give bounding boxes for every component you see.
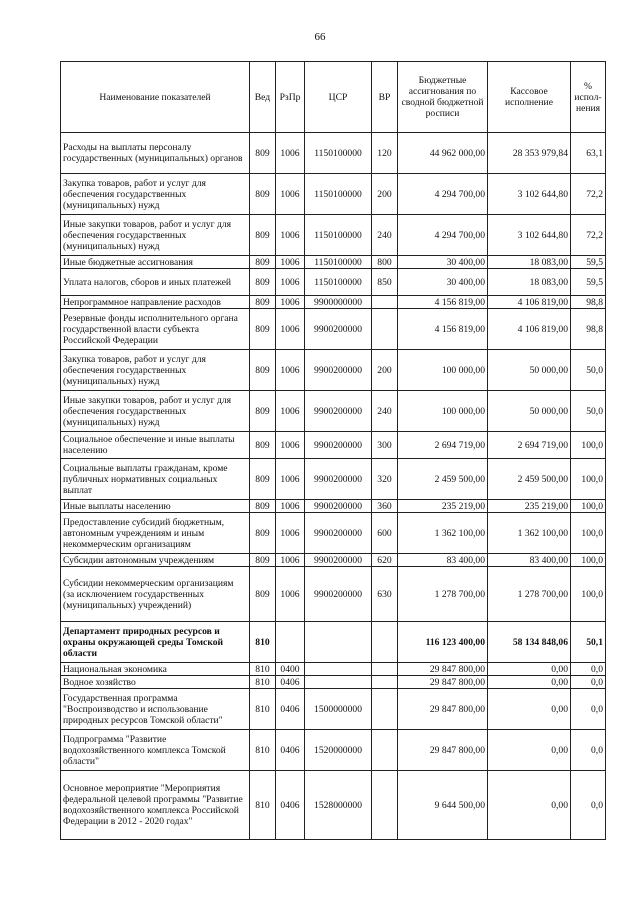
cell-ved: 809 xyxy=(250,554,276,567)
table-row xyxy=(61,567,606,622)
cell-csr: 1520000000 xyxy=(305,730,372,771)
cell-rzpr: 1006 xyxy=(276,296,305,309)
cell-vr: 200 xyxy=(372,350,398,391)
cell-vr: 300 xyxy=(372,432,398,459)
cell-vr: 620 xyxy=(372,554,398,567)
cell-vr: 240 xyxy=(372,215,398,256)
cell-pct: 0,0 xyxy=(571,730,606,771)
cell-assign: 29 847 800,00 xyxy=(398,676,488,689)
cell-vr: 800 xyxy=(372,256,398,269)
cell-rzpr xyxy=(276,622,305,663)
cell-cash: 0,00 xyxy=(488,730,571,771)
cell-ved: 809 xyxy=(250,256,276,269)
cell-pct: 100,0 xyxy=(571,500,606,513)
cell-assign: 30 400,00 xyxy=(398,256,488,269)
cell-ved: 810 xyxy=(250,663,276,676)
cell-csr: 1150100000 xyxy=(305,174,372,215)
cell-vr: 360 xyxy=(372,500,398,513)
cell-csr xyxy=(305,622,372,663)
cell-cash: 1 362 100,00 xyxy=(488,513,571,554)
cell-rzpr: 1006 xyxy=(276,567,305,622)
table-row xyxy=(61,215,606,256)
cell-pct: 98,8 xyxy=(571,309,606,350)
cell-name: Субсидии некоммерческим организациям (за исключением государственных (муниципальных) учреждений) xyxy=(61,567,250,622)
table-row xyxy=(61,663,606,676)
cell-cash: 0,00 xyxy=(488,663,571,676)
cell-pct: 59,5 xyxy=(571,269,606,296)
cell-csr: 9900200000 xyxy=(305,500,372,513)
cell-pct: 0,0 xyxy=(571,663,606,676)
cell-name: Непрограммное направление расходов xyxy=(61,296,250,309)
cell-assign: 4 156 819,00 xyxy=(398,296,488,309)
cell-assign: 83 400,00 xyxy=(398,554,488,567)
cell-cash: 83 400,00 xyxy=(488,554,571,567)
header-vr: ВР xyxy=(372,62,398,133)
cell-rzpr: 1006 xyxy=(276,309,305,350)
page-number: 66 xyxy=(314,31,326,43)
cell-cash: 0,00 xyxy=(488,689,571,730)
cell-vr: 850 xyxy=(372,269,398,296)
cell-csr: 9900200000 xyxy=(305,391,372,432)
cell-cash: 50 000,00 xyxy=(488,391,571,432)
cell-name: Основное мероприятие "Мероприятия федеральной целевой программы "Развитие водохозяйственного комплекса Российской Федерации в 2012 - 2020 годах" xyxy=(61,771,250,840)
cell-name: Иные бюджетные ассигнования xyxy=(61,256,250,269)
cell-cash: 3 102 644,80 xyxy=(488,215,571,256)
cell-rzpr: 0406 xyxy=(276,676,305,689)
cell-pct: 50,1 xyxy=(571,622,606,663)
cell-ved: 810 xyxy=(250,730,276,771)
cell-assign: 1 278 700,00 xyxy=(398,567,488,622)
cell-csr: 9900200000 xyxy=(305,513,372,554)
cell-ved: 810 xyxy=(250,622,276,663)
cell-vr xyxy=(372,730,398,771)
cell-rzpr: 0406 xyxy=(276,689,305,730)
cell-rzpr: 1006 xyxy=(276,174,305,215)
cell-cash: 18 083,00 xyxy=(488,256,571,269)
cell-ved: 809 xyxy=(250,513,276,554)
cell-ved: 809 xyxy=(250,432,276,459)
cell-csr: 9900200000 xyxy=(305,459,372,500)
cell-csr xyxy=(305,676,372,689)
cell-pct: 50,0 xyxy=(571,391,606,432)
cell-assign: 2 459 500,00 xyxy=(398,459,488,500)
cell-ved: 809 xyxy=(250,296,276,309)
table-row xyxy=(61,622,606,663)
cell-csr: 9900200000 xyxy=(305,567,372,622)
cell-ved: 809 xyxy=(250,391,276,432)
cell-assign: 30 400,00 xyxy=(398,269,488,296)
cell-vr xyxy=(372,309,398,350)
cell-cash: 28 353 979,84 xyxy=(488,133,571,174)
cell-name: Закупка товаров, работ и услуг для обеспечения государственных (муниципальных) нужд xyxy=(61,350,250,391)
cell-csr: 9900200000 xyxy=(305,309,372,350)
header-pct: % испол-нения xyxy=(571,62,606,133)
cell-cash: 0,00 xyxy=(488,676,571,689)
table-row xyxy=(61,513,606,554)
header-ved: Вед xyxy=(250,62,276,133)
cell-pct: 100,0 xyxy=(571,432,606,459)
table-row xyxy=(61,676,606,689)
cell-name: Водное хозяйство xyxy=(61,676,250,689)
cell-rzpr: 1006 xyxy=(276,554,305,567)
cell-pct: 0,0 xyxy=(571,771,606,840)
cell-cash: 58 134 848,06 xyxy=(488,622,571,663)
table-row xyxy=(61,256,606,269)
cell-ved: 809 xyxy=(250,459,276,500)
cell-name: Закупка товаров, работ и услуг для обеспечения государственных (муниципальных) нужд xyxy=(61,174,250,215)
cell-pct: 59,5 xyxy=(571,256,606,269)
cell-assign: 4 294 700,00 xyxy=(398,174,488,215)
table-row xyxy=(61,459,606,500)
cell-pct: 100,0 xyxy=(571,513,606,554)
cell-name: Национальная экономика xyxy=(61,663,250,676)
cell-assign: 116 123 400,00 xyxy=(398,622,488,663)
cell-assign: 1 362 100,00 xyxy=(398,513,488,554)
cell-ved: 810 xyxy=(250,771,276,840)
cell-rzpr: 1006 xyxy=(276,256,305,269)
cell-name: Расходы на выплаты персоналу государственных (муниципальных) органов xyxy=(61,133,250,174)
cell-assign: 2 694 719,00 xyxy=(398,432,488,459)
cell-rzpr: 1006 xyxy=(276,459,305,500)
cell-csr: 9900200000 xyxy=(305,350,372,391)
cell-rzpr: 1006 xyxy=(276,391,305,432)
cell-pct: 98,8 xyxy=(571,296,606,309)
cell-cash: 1 278 700,00 xyxy=(488,567,571,622)
cell-name: Социальные выплаты гражданам, кроме публичных нормативных социальных выплат xyxy=(61,459,250,500)
cell-assign: 29 847 800,00 xyxy=(398,689,488,730)
cell-ved: 809 xyxy=(250,133,276,174)
header-csr: ЦСР xyxy=(305,62,372,133)
header-cash: Кассовое исполнение xyxy=(488,62,571,133)
cell-csr: 1150100000 xyxy=(305,256,372,269)
cell-cash: 18 083,00 xyxy=(488,269,571,296)
cell-vr: 240 xyxy=(372,391,398,432)
cell-csr: 1150100000 xyxy=(305,269,372,296)
cell-assign: 29 847 800,00 xyxy=(398,730,488,771)
table-row xyxy=(61,174,606,215)
table-row xyxy=(61,350,606,391)
cell-csr xyxy=(305,663,372,676)
cell-assign: 235 219,00 xyxy=(398,500,488,513)
header-rzpr: РзПр xyxy=(276,62,305,133)
cell-pct: 0,0 xyxy=(571,689,606,730)
table-row xyxy=(61,391,606,432)
cell-ved: 810 xyxy=(250,676,276,689)
table-row xyxy=(61,432,606,459)
cell-csr: 1528000000 xyxy=(305,771,372,840)
cell-ved: 809 xyxy=(250,350,276,391)
cell-vr: 320 xyxy=(372,459,398,500)
cell-cash: 3 102 644,80 xyxy=(488,174,571,215)
table-row xyxy=(61,554,606,567)
cell-pct: 100,0 xyxy=(571,567,606,622)
cell-assign: 4 156 819,00 xyxy=(398,309,488,350)
cell-assign: 100 000,00 xyxy=(398,350,488,391)
cell-pct: 63,1 xyxy=(571,133,606,174)
cell-pct: 72,2 xyxy=(571,215,606,256)
table-row xyxy=(61,500,606,513)
cell-pct: 100,0 xyxy=(571,459,606,500)
table-row xyxy=(61,771,606,840)
cell-cash: 0,00 xyxy=(488,771,571,840)
cell-cash: 4 106 819,00 xyxy=(488,309,571,350)
cell-vr xyxy=(372,689,398,730)
cell-vr xyxy=(372,663,398,676)
cell-csr: 1150100000 xyxy=(305,215,372,256)
cell-rzpr: 0406 xyxy=(276,730,305,771)
cell-assign: 29 847 800,00 xyxy=(398,663,488,676)
cell-cash: 235 219,00 xyxy=(488,500,571,513)
cell-rzpr: 0406 xyxy=(276,771,305,840)
table-row xyxy=(61,689,606,730)
cell-rzpr: 1006 xyxy=(276,500,305,513)
table-row xyxy=(61,296,606,309)
cell-name: Субсидии автономным учреждениям xyxy=(61,554,250,567)
cell-assign: 44 962 000,00 xyxy=(398,133,488,174)
table-row xyxy=(61,133,606,174)
cell-cash: 4 106 819,00 xyxy=(488,296,571,309)
cell-csr: 1150100000 xyxy=(305,133,372,174)
cell-rzpr: 1006 xyxy=(276,350,305,391)
cell-name: Социальное обеспечение и иные выплаты населению xyxy=(61,432,250,459)
cell-vr xyxy=(372,296,398,309)
cell-vr: 200 xyxy=(372,174,398,215)
cell-ved: 809 xyxy=(250,567,276,622)
header-row xyxy=(61,62,606,133)
table-row xyxy=(61,730,606,771)
header-name: Наименование показателей xyxy=(61,62,250,133)
cell-rzpr: 1006 xyxy=(276,513,305,554)
cell-ved: 809 xyxy=(250,309,276,350)
cell-name: Резервные фонды исполнительного органа государственной власти субъекта Российской Федерации xyxy=(61,309,250,350)
cell-assign: 4 294 700,00 xyxy=(398,215,488,256)
cell-rzpr: 1006 xyxy=(276,432,305,459)
cell-pct: 72,2 xyxy=(571,174,606,215)
cell-name: Государственная программа "Воспроизводство и использование природных ресурсов Томской области" xyxy=(61,689,250,730)
cell-ved: 809 xyxy=(250,174,276,215)
cell-vr: 600 xyxy=(372,513,398,554)
cell-rzpr: 1006 xyxy=(276,215,305,256)
cell-vr: 120 xyxy=(372,133,398,174)
table-row xyxy=(61,309,606,350)
table-body xyxy=(61,133,606,840)
cell-ved: 809 xyxy=(250,269,276,296)
cell-name: Иные выплаты населению xyxy=(61,500,250,513)
budget-table xyxy=(60,61,606,840)
cell-assign: 9 644 500,00 xyxy=(398,771,488,840)
cell-rzpr: 0400 xyxy=(276,663,305,676)
cell-cash: 50 000,00 xyxy=(488,350,571,391)
table-row xyxy=(61,269,606,296)
cell-assign: 100 000,00 xyxy=(398,391,488,432)
cell-name: Иные закупки товаров, работ и услуг для обеспечения государственных (муниципальных) нужд xyxy=(61,391,250,432)
cell-vr: 630 xyxy=(372,567,398,622)
cell-ved: 810 xyxy=(250,689,276,730)
cell-name: Иные закупки товаров, работ и услуг для обеспечения государственных (муниципальных) нужд xyxy=(61,215,250,256)
cell-vr xyxy=(372,771,398,840)
cell-csr: 9900200000 xyxy=(305,432,372,459)
cell-pct: 0,0 xyxy=(571,676,606,689)
cell-csr: 9900200000 xyxy=(305,554,372,567)
cell-pct: 100,0 xyxy=(571,554,606,567)
cell-name: Подпрограмма "Развитие водохозяйственного комплекса Томской области" xyxy=(61,730,250,771)
cell-rzpr: 1006 xyxy=(276,269,305,296)
cell-name: Предоставление субсидий бюджетным, автономным учреждениям и иным некоммерческим организациям xyxy=(61,513,250,554)
cell-csr: 9900000000 xyxy=(305,296,372,309)
cell-ved: 809 xyxy=(250,215,276,256)
cell-ved: 809 xyxy=(250,500,276,513)
cell-rzpr: 1006 xyxy=(276,133,305,174)
cell-vr xyxy=(372,622,398,663)
cell-cash: 2 694 719,00 xyxy=(488,432,571,459)
cell-pct: 50,0 xyxy=(571,350,606,391)
cell-csr: 1500000000 xyxy=(305,689,372,730)
header-assign: Бюджетные ассигнования по сводной бюджетной росписи xyxy=(398,62,488,133)
cell-name: Департамент природных ресурсов и охраны окружающей среды Томской области xyxy=(61,622,250,663)
cell-cash: 2 459 500,00 xyxy=(488,459,571,500)
cell-vr xyxy=(372,676,398,689)
cell-name: Уплата налогов, сборов и иных платежей xyxy=(61,269,250,296)
